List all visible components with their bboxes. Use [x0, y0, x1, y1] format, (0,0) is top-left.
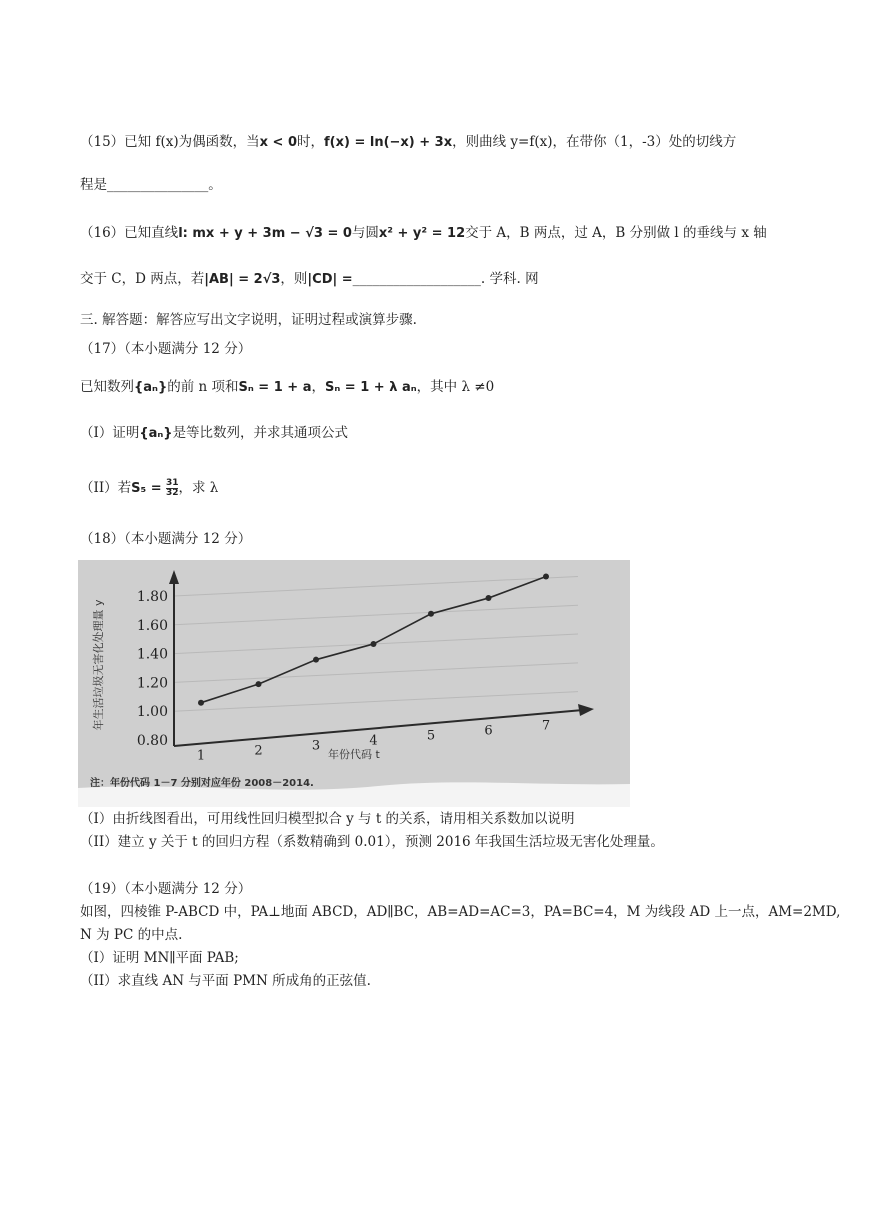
- y-axis-label: 年生活垃圾无害化处理量 y: [92, 599, 105, 731]
- q17-text: ，其中 λ ≠0: [416, 379, 495, 395]
- q17-text: 已知数列: [80, 379, 134, 395]
- q17-text: （II）若: [80, 480, 132, 496]
- y-tick-label: 1.20: [136, 675, 168, 692]
- q15-function: f(x) = ln(−x) + 3x: [324, 135, 453, 150]
- q17-s5: S₅ =: [131, 481, 162, 496]
- data-point: [486, 595, 492, 601]
- data-point: [371, 641, 377, 647]
- q17-fraction: [166, 479, 179, 498]
- q18-part2: （II）建立 y 关于 t 的回归方程（系数精确到 0.01），预测 2016 年我国生活垃圾无害化处理量。: [80, 834, 664, 850]
- q17-sequence: {aₙ}: [139, 426, 173, 441]
- q15-text: （15）已知 f(x)为偶函数，当: [80, 134, 260, 150]
- q15-line1: [80, 133, 736, 152]
- q17-sequence: {aₙ}: [134, 380, 168, 395]
- q16-line1: [80, 224, 767, 243]
- q16-cd-expression: |CD| =: [307, 272, 353, 287]
- fraction-denominator: 32: [165, 488, 179, 498]
- x-tick-label: 4: [369, 733, 378, 749]
- q15-condition: x < 0: [259, 135, 297, 150]
- q17-text: 是等比数列，并求其通项公式: [172, 425, 349, 441]
- y-tick-label: 0.80: [136, 733, 168, 749]
- fraction-numerator: 31: [165, 478, 179, 488]
- q17-text: ，: [311, 379, 325, 395]
- x-tick-label: 7: [541, 718, 551, 734]
- q17-sum-formula-1: Sₙ = 1 + a: [238, 380, 312, 395]
- y-tick-label: 1.40: [136, 646, 168, 663]
- data-point: [198, 700, 204, 706]
- q17-part2: [80, 479, 218, 498]
- q16-text: 与圆: [351, 225, 379, 241]
- x-tick-label: 5: [426, 728, 436, 744]
- data-point: [313, 657, 319, 663]
- q17-text: 的前 n 项和: [167, 379, 239, 395]
- q19-stem2: N 为 PC 的中点.: [80, 927, 183, 943]
- data-point: [256, 681, 262, 687]
- q15-line2: 程是_______________。: [80, 177, 222, 193]
- q17-sum-formula-2: Sₙ = 1 + λ aₙ: [325, 380, 417, 395]
- q17-text: ，求 λ: [178, 480, 219, 496]
- q19-part1: （I）证明 MN∥平面 PAB;: [80, 950, 239, 966]
- q17-text: （I）证明: [80, 425, 140, 441]
- x-tick-label: 6: [484, 723, 493, 739]
- q18-header: （18）（本小题满分 12 分）: [80, 531, 252, 547]
- data-point: [428, 611, 434, 617]
- q15-text: 时，: [297, 134, 324, 150]
- q19-stem1: 如图，四棱锥 P-ABCD 中，PA⊥地面 ABCD，AD∥BC，AB=AD=AC=3，PA=BC=4，M 为线段 AD 上一点，AM=2MD,: [80, 904, 841, 920]
- q17-stem: [80, 378, 494, 397]
- q16-circle-equation: x² + y² = 12: [378, 226, 466, 241]
- x-tick-label: 3: [311, 738, 321, 754]
- x-axis-label: 年份代码 t: [328, 748, 380, 761]
- q17-part1: [80, 424, 348, 443]
- q17-header: （17）（本小题满分 12 分）: [80, 341, 252, 357]
- q18-part1: （I）由折线图看出，可用线性回归模型拟合 y 与 t 的关系，请用相关系数加以说明: [80, 811, 575, 827]
- q16-line2: [80, 270, 539, 289]
- q16-text: ，则: [280, 271, 308, 287]
- x-tick-label: 2: [254, 743, 263, 759]
- q16-text: （16）已知直线: [80, 225, 179, 241]
- q16-text: 交于 C，D 两点，若: [80, 271, 205, 287]
- q19-header: （19）（本小题满分 12 分）: [80, 881, 252, 897]
- x-tick-label: 1: [196, 748, 206, 764]
- y-tick-label: 1.00: [136, 704, 168, 721]
- q16-text: 交于 A，B 两点，过 A，B 分别做 l 的垂线与 x 轴: [465, 225, 767, 241]
- chart-note: 注：年份代码 1－7 分别对应年份 2008－2014.: [90, 778, 314, 789]
- q16-text: ___________________. 学科. 网: [352, 271, 539, 287]
- line-chart: [78, 560, 630, 807]
- q16-line-equation: l: mx + y + 3m − √3 = 0: [178, 226, 352, 241]
- q15-text: ，则曲线 y=f(x)，在带你（1，-3）处的切线方: [452, 134, 737, 150]
- q16-ab-equation: |AB| = 2√3: [204, 272, 281, 287]
- y-tick-label: 1.80: [136, 589, 168, 605]
- q19-part2: （II）求直线 AN 与平面 PMN 所成角的正弦值.: [80, 973, 371, 989]
- data-point: [543, 574, 549, 580]
- y-tick-label: 1.60: [136, 617, 168, 634]
- section-heading: 三. 解答题：解答应写出文字说明，证明过程或演算步骤.: [80, 312, 417, 328]
